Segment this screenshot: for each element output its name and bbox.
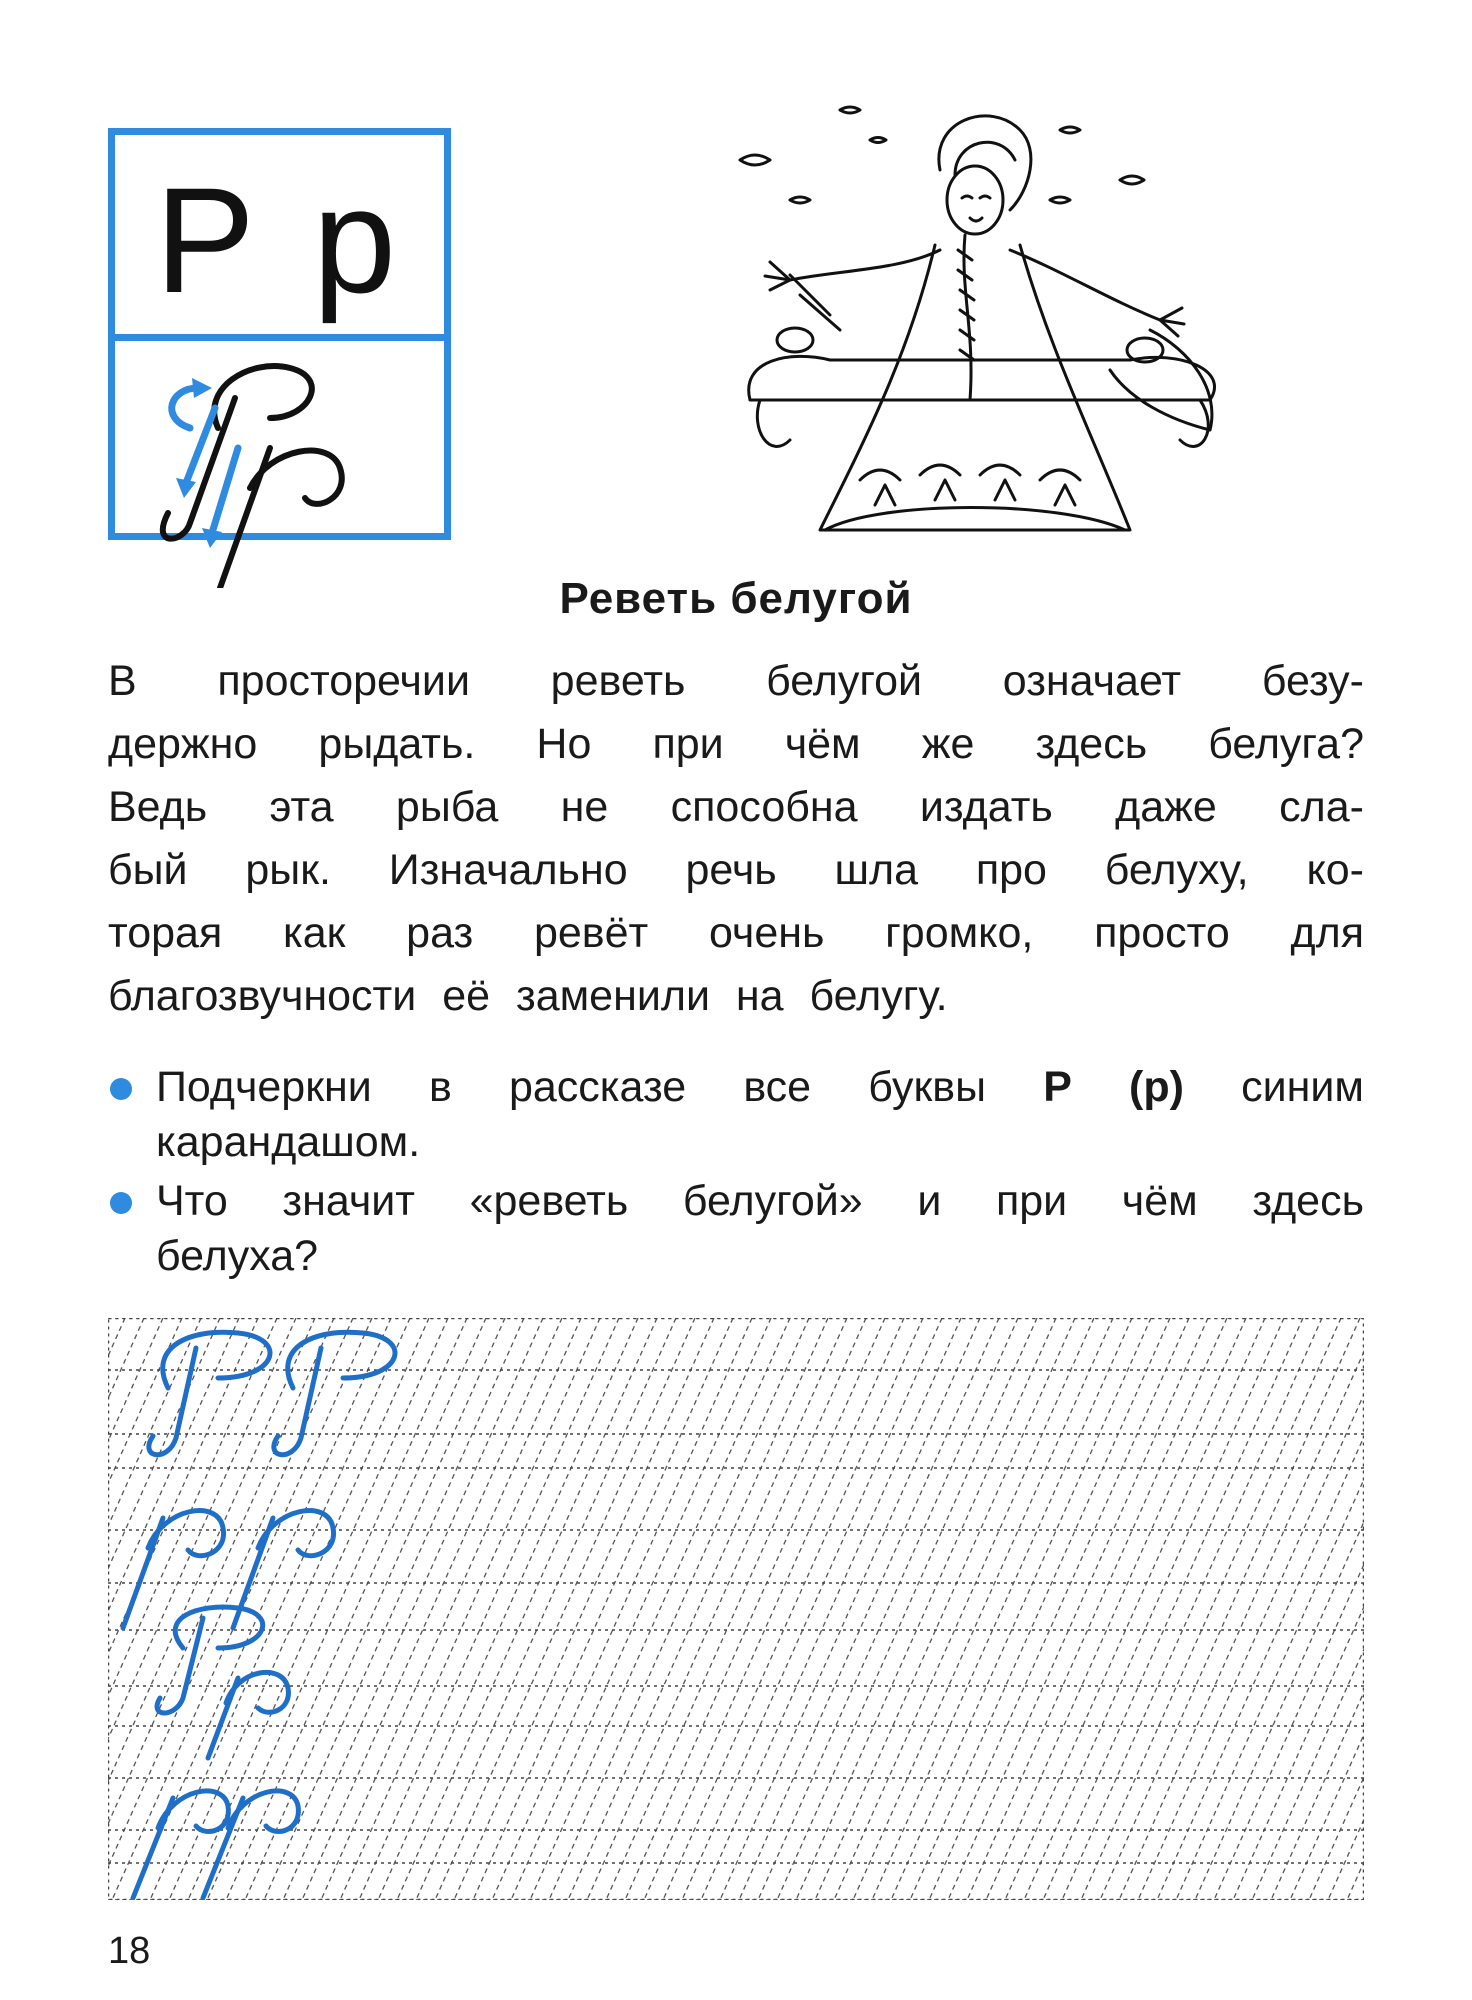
crying-girl-illustration: [730, 100, 1270, 570]
slant-line: [796, 1318, 1056, 1900]
slant-line: [1157, 1318, 1364, 1900]
slant-line: [682, 1318, 942, 1900]
slant-line: [1214, 1318, 1364, 1900]
slant-line: [473, 1318, 733, 1900]
slant-line: [245, 1318, 505, 1900]
slant-line: [739, 1318, 999, 1900]
task-item: [108, 1174, 1364, 1284]
slant-line: [397, 1318, 657, 1900]
slant-line: [1100, 1318, 1360, 1900]
slant-line: [549, 1318, 809, 1900]
slant-line: [948, 1318, 1208, 1900]
slant-line: [777, 1318, 1037, 1900]
slant-line: [1024, 1318, 1284, 1900]
slant-line: [1347, 1318, 1364, 1900]
task-line: карандашом.: [156, 1118, 421, 1166]
slant-line: [511, 1318, 771, 1900]
slant-line: [834, 1318, 1094, 1900]
slant-line: [264, 1318, 524, 1900]
slant-line: [435, 1318, 695, 1900]
slant-line: [606, 1318, 866, 1900]
slant-line: [283, 1318, 543, 1900]
slant-line: [872, 1318, 1132, 1900]
slant-line: [1309, 1318, 1364, 1900]
slant-line: [1328, 1318, 1364, 1900]
story-line: В просторечии реветь белугой означает безу-: [108, 657, 1364, 705]
slant-line: [1119, 1318, 1364, 1900]
slant-line: [986, 1318, 1246, 1900]
slant-line: [701, 1318, 961, 1900]
slant-line: [1195, 1318, 1364, 1900]
cursive-letters-stroke-order: [140, 348, 400, 588]
task-line: Что значит «реветь белугой» и при чём здесь: [156, 1177, 1364, 1225]
slant-line: [321, 1318, 581, 1900]
slant-line: [1062, 1318, 1322, 1900]
slant-line: [359, 1318, 619, 1900]
task-item: [108, 1060, 1364, 1170]
slant-line: [587, 1318, 847, 1900]
slant-line: [910, 1318, 1170, 1900]
slant-line: [1043, 1318, 1303, 1900]
task-text: синим: [1183, 1063, 1364, 1111]
slant-line: [378, 1318, 638, 1900]
slant-line: [150, 1318, 410, 1900]
slant-line: [1176, 1318, 1364, 1900]
print-letters: Р р: [154, 156, 405, 324]
slant-line: [226, 1318, 486, 1900]
task-line: [156, 1060, 1364, 1115]
slant-line: [530, 1318, 790, 1900]
slant-line: [663, 1318, 923, 1900]
story-title: Реветь белугой: [559, 574, 913, 623]
story-text: [108, 650, 1364, 1028]
slant-line: [340, 1318, 600, 1900]
slant-line: [929, 1318, 1189, 1900]
slant-line: [758, 1318, 1018, 1900]
bullet-icon: [110, 1192, 132, 1214]
slant-line: [720, 1318, 980, 1900]
slant-line: [416, 1318, 676, 1900]
slant-line: [1081, 1318, 1341, 1900]
bullet-icon: [110, 1078, 132, 1100]
slant-line: [1005, 1318, 1265, 1900]
slant-line: [891, 1318, 1151, 1900]
slant-line: [1271, 1318, 1364, 1900]
slant-line: [1290, 1318, 1364, 1900]
slant-line: [454, 1318, 714, 1900]
slant-line: [1138, 1318, 1364, 1900]
slant-line: [967, 1318, 1227, 1900]
story-line: торая как раз ревёт очень громко, просто для: [108, 909, 1364, 957]
slant-line: [108, 1318, 125, 1900]
story-line: бый рык. Изначально речь шла про белуху, ко-: [108, 846, 1364, 894]
slant-line: [853, 1318, 1113, 1900]
story-line: держно рыдать. Но при чём же здесь белуга?: [108, 720, 1364, 768]
slant-line: [302, 1318, 562, 1900]
copybook-grid: [108, 1318, 1364, 1900]
slant-line: [625, 1318, 885, 1900]
slant-line: [815, 1318, 1075, 1900]
slant-line: [1252, 1318, 1364, 1900]
slant-line: [131, 1318, 391, 1900]
page-number: 18: [108, 1930, 151, 1972]
task-list: [108, 1060, 1364, 1288]
task-text: Подчеркни в рассказе все буквы: [156, 1063, 1044, 1111]
letter-card-divider: [115, 334, 444, 341]
slant-line: [492, 1318, 752, 1900]
slant-line: [108, 1318, 182, 1900]
slant-line: [568, 1318, 828, 1900]
story-line: благозвучности её заменили на белугу.: [108, 972, 948, 1020]
slant-line: [108, 1318, 201, 1900]
slant-line: [108, 1318, 163, 1900]
task-line: белуха?: [156, 1232, 319, 1280]
slant-line: [644, 1318, 904, 1900]
task-letters: Р (р): [1043, 1063, 1184, 1111]
story-line: Ведь эта рыба не способна издать даже сла-: [108, 783, 1364, 831]
